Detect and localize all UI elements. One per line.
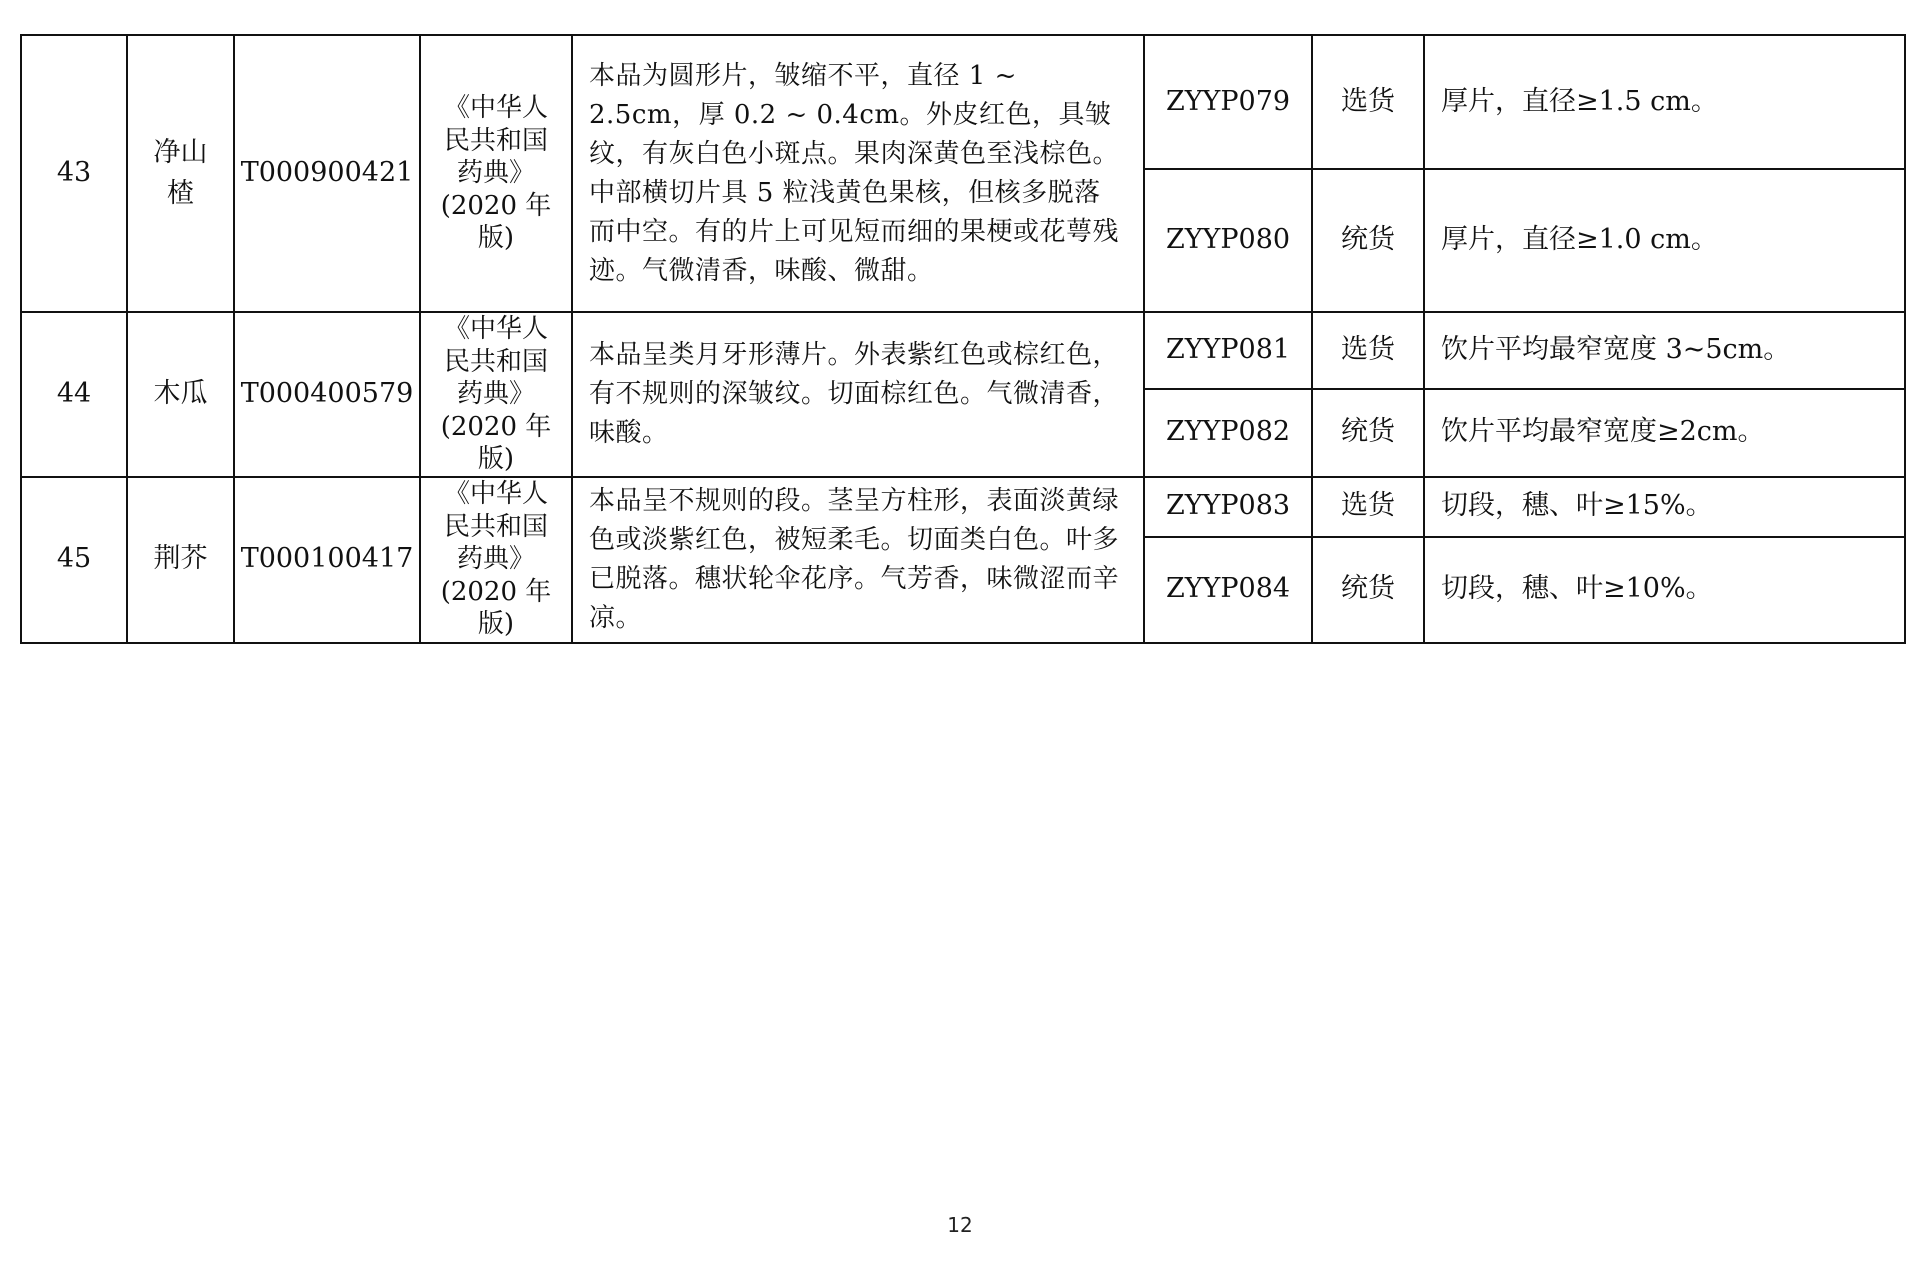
- grade-code: ZYYP083: [1144, 477, 1312, 538]
- table-row: [21, 477, 1905, 538]
- grade-standard: 切段，穗、叶≥10%。: [1424, 537, 1905, 642]
- source-line: 民共和国: [443, 125, 548, 156]
- herb-code: T000100417: [234, 477, 420, 643]
- specification-table: [20, 34, 1906, 644]
- description: 本品为圆形片，皱缩不平，直径 1 ~ 2.5cm，厚 0.2 ~ 0.4cm。外皮红色，具皱纹，有灰白色小斑点。果肉深黄色至浅棕色。中部横切片具 5 粒浅黄色果核，但核多脱落而中空。有的片上可见短而细的果梗或花萼残迹。气微清香，味酸、微甜。: [572, 35, 1144, 312]
- standard-source: [420, 477, 572, 643]
- grade-code: ZYYP079: [1144, 35, 1312, 169]
- description: 本品呈不规则的段。茎呈方柱形，表面淡黄绿色或淡紫红色，被短柔毛。切面类白色。叶多已脱落。穗状轮伞花序。气芳香，味微涩而辛凉。: [572, 477, 1144, 643]
- grade-level: 统货: [1312, 169, 1424, 312]
- standard-source: [420, 312, 572, 477]
- grade-standard: 厚片，直径≥1.5 cm。: [1424, 35, 1905, 169]
- grade-code: ZYYP082: [1144, 389, 1312, 476]
- table-row: [21, 312, 1905, 389]
- source-line: 版): [477, 609, 515, 640]
- source-line: 《中华人: [443, 479, 548, 510]
- herb-code: T000400579: [234, 312, 420, 477]
- grade-level: 统货: [1312, 389, 1424, 476]
- source-line: 《中华人: [443, 314, 548, 344]
- source-line: 药典》: [456, 158, 535, 189]
- herb-name: 荆芥: [127, 477, 234, 643]
- row-number: 43: [21, 35, 127, 312]
- herb-name: [127, 35, 234, 312]
- grade-standard: 饮片平均最窄宽度 3~5cm。: [1424, 312, 1905, 389]
- grade-code: ZYYP081: [1144, 312, 1312, 389]
- grade-standard: 饮片平均最窄宽度≥2cm。: [1424, 389, 1905, 476]
- source-line: 版): [477, 444, 515, 474]
- grade-level: 选货: [1312, 477, 1424, 538]
- grade-code: ZYYP080: [1144, 169, 1312, 312]
- herb-name-line: 楂: [167, 177, 194, 209]
- grade-level: 选货: [1312, 312, 1424, 389]
- source-line: 药典》: [456, 544, 535, 575]
- row-number: 45: [21, 477, 127, 643]
- herb-code: T000900421: [234, 35, 420, 312]
- herb-name-line: 净山: [153, 137, 208, 168]
- description: 本品呈类月牙形薄片。外表紫红色或棕红色，有不规则的深皱纹。切面棕红色。气微清香，味酸。: [572, 312, 1144, 477]
- grade-level: 选货: [1312, 35, 1424, 169]
- herb-name: 木瓜: [127, 312, 234, 477]
- grade-standard: 切段，穗、叶≥15%。: [1424, 477, 1905, 538]
- grade-level: 统货: [1312, 537, 1424, 642]
- source-line: 民共和国: [443, 511, 548, 542]
- source-line: (2020 年: [440, 411, 552, 442]
- source-line: 版): [477, 223, 515, 254]
- grade-standard: 厚片，直径≥1.0 cm。: [1424, 169, 1905, 312]
- source-line: (2020 年: [440, 190, 552, 221]
- row-number: 44: [21, 312, 127, 477]
- standard-source: [420, 35, 572, 312]
- table-row: [21, 35, 1905, 169]
- source-line: (2020 年: [440, 576, 552, 607]
- page-number: 12: [947, 1213, 973, 1237]
- source-line: 药典》: [456, 379, 535, 409]
- source-line: 《中华人: [443, 93, 548, 124]
- source-line: 民共和国: [443, 346, 548, 377]
- grade-code: ZYYP084: [1144, 537, 1312, 642]
